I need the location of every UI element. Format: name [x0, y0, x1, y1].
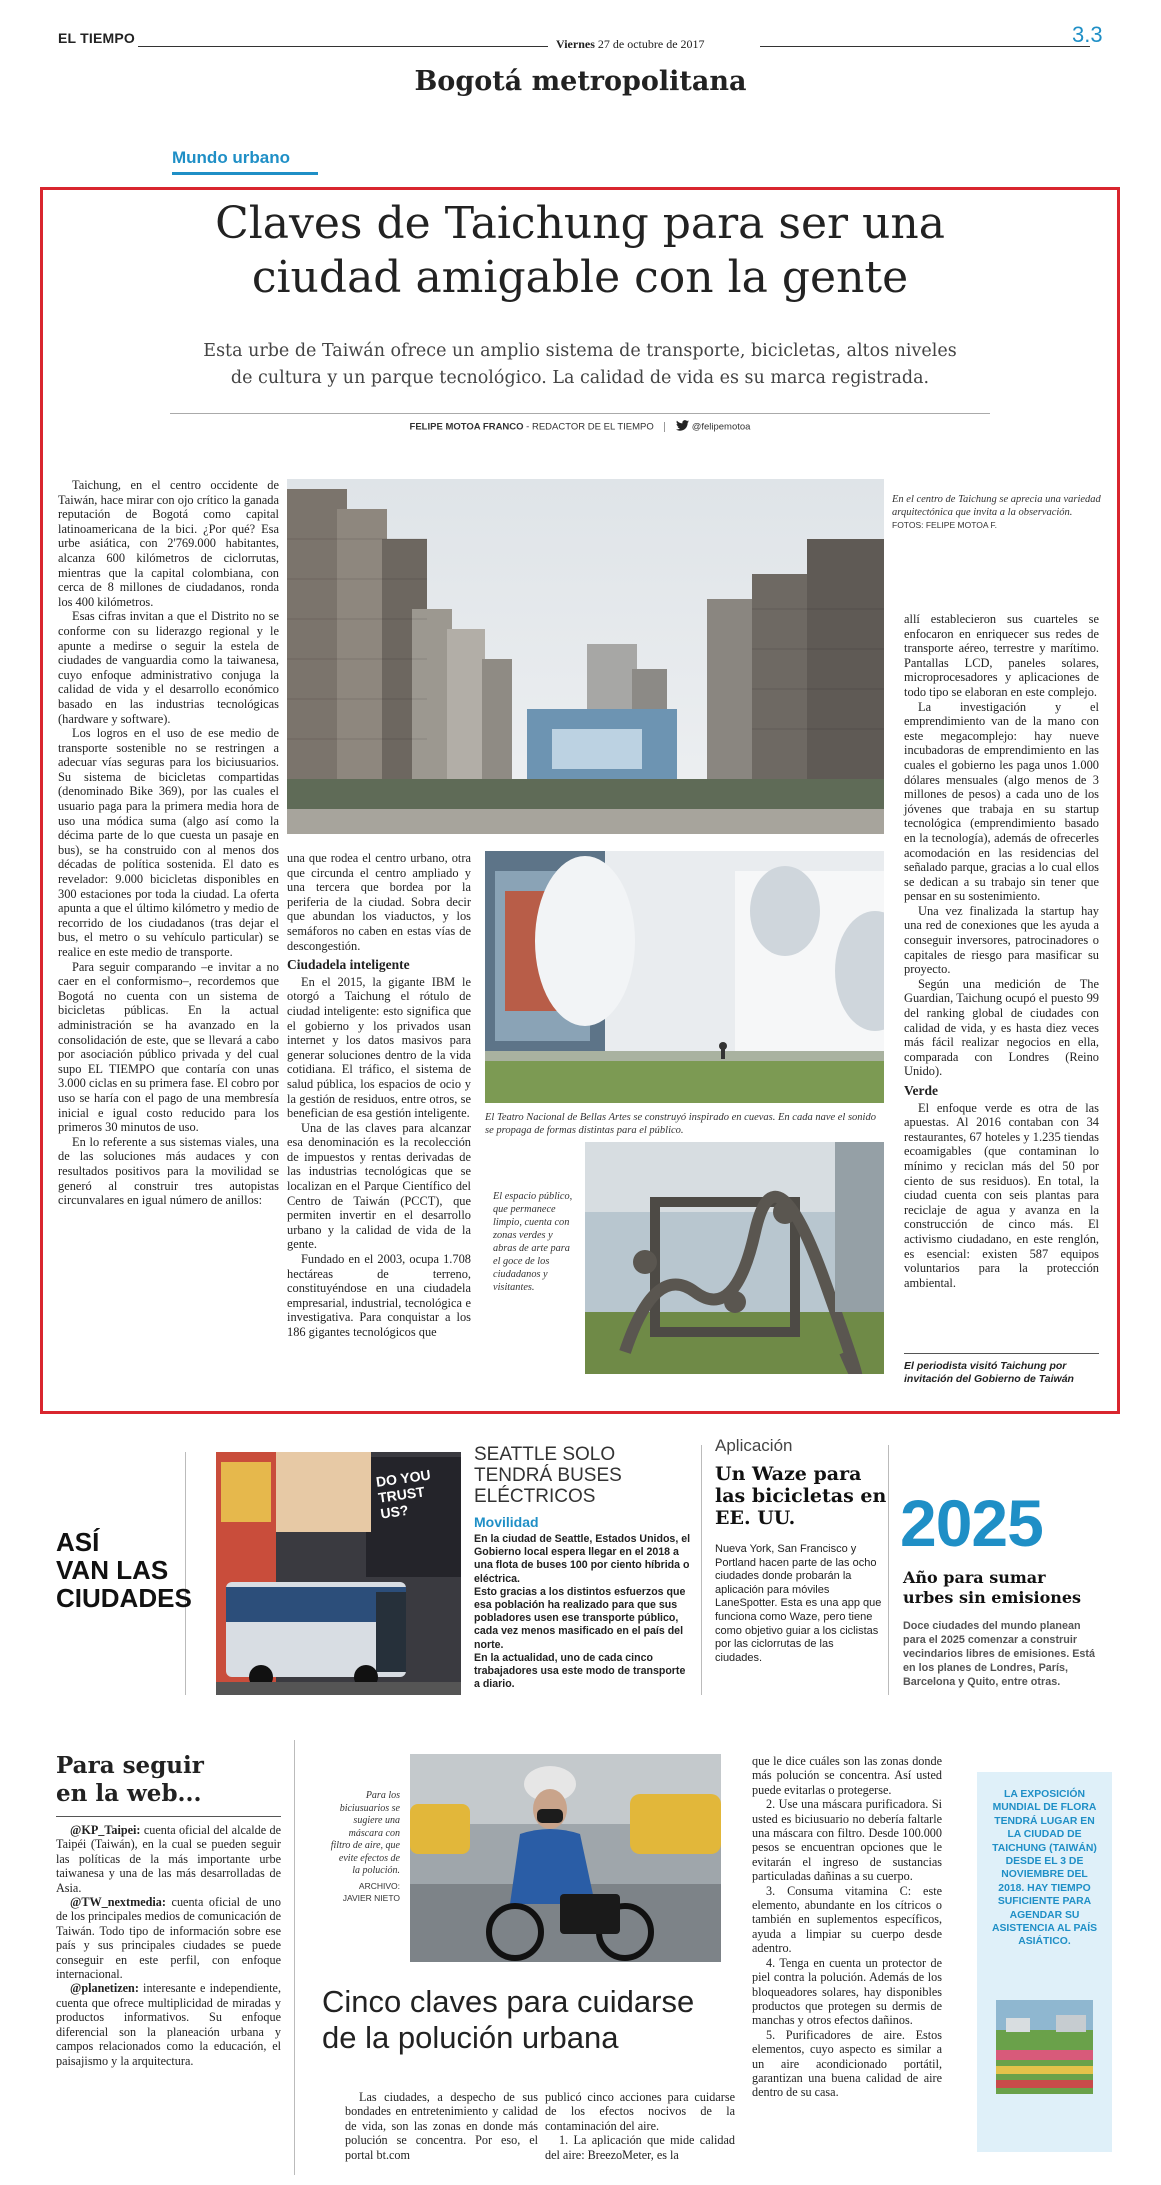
- taichung-skyline-photo: [287, 479, 884, 834]
- col3-p3: Una vez finalizada la startup hay una red de conexiones que les ayuda a conseguir inversores, patrocinadores o capitales de riesgo para masificar su proyecto.: [904, 903, 1099, 977]
- web-title-rule: [56, 1816, 281, 1817]
- bus-ad-line1: DO YOU: [374, 1466, 432, 1490]
- seattle-kicker: Movilidad: [474, 1514, 539, 1530]
- pollution-title: [322, 1984, 742, 2056]
- bus-ad-text: [375, 1466, 436, 1521]
- pollution-col-c-p1: que le dice cuáles son las zonas donde más polución se concentra. Así usted puede evitarlas o protegerse.: [752, 1754, 942, 1797]
- col3-p4: Según una medición de The Guardian, Taichung ocupó el puesto 99 del ranking global de ciudades con calidad de vida, y es hasta diez veces más fácil realizar negocios en ella, comparada con Londres (Reino Unido).: [904, 976, 1099, 1079]
- lead-line1: Esta urbe de Taiwán ofrece un amplio sistema de transporte, bicicletas, altos niveles: [203, 341, 957, 361]
- cyclist-caption-text: Para los biciusuarios se sugiere una máscara con filtro de aire, que evite efectos de la polución.: [330, 1790, 400, 1876]
- article-title-line1: Claves de Taichung para ser una: [215, 198, 945, 249]
- year-2025: 2025: [900, 1486, 1043, 1560]
- web-title-line2: en la web...: [56, 1780, 202, 1807]
- col1-p2: Esas cifras invitan a que el Distrito no se conforme con su liderazgo regional y le apunte a medirse o seguir la estela de ciudades de vanguardia como la taiwanesa, cuyo enfoque administrativo conjuga la calidad de vida y el desarrollo económico basado en las industrias tecnológicas (hardware y software).: [58, 609, 279, 726]
- public-art-sculpture-photo: [585, 1142, 884, 1374]
- brand-logo: EL TIEMPO: [58, 30, 135, 46]
- waze-title: Un Waze para las bicicletas en EE. UU.: [715, 1463, 887, 1529]
- web-title-line1: Para seguir: [56, 1752, 204, 1779]
- seattle-title: SEATTLE SOLO TENDRÁ BUSES ELÉCTRICOS: [474, 1444, 622, 1507]
- photo2-caption: El Teatro Nacional de Bellas Artes se construyó inspirado en cuevas. En cada nave el sonido se propaga de formas distintas para el público.: [485, 1112, 876, 1136]
- web-item-2-text: cuenta oficial de uno de los principales medios de comunicación de Taiwán. Todo tipo de información sobre ese país y sus principales ciudades se puede conseguir en este perfil, con enfoque internacional.: [56, 1895, 281, 1982]
- article-column-3: [904, 612, 1099, 1290]
- col1-p5: En lo referente a sus sistemas viales, una de las soluciones más audaces y con resultados positivos para la movilidad se generó al construir tres autopistas circunvalares en igual número de anillos:: [58, 1134, 279, 1208]
- article-title-line2: ciudad amigable con la gente: [251, 252, 909, 303]
- web-list: [56, 1823, 281, 2068]
- header-rule-right: [760, 46, 1090, 47]
- seattle-body: [474, 1533, 692, 1691]
- col2-p4: Fundado en el 2003, ocupa 1.708 hectáreas de terreno, constituyéndose en una ciudadela empresarial, industrial, tecnológica e investigativa. Para conquistar a los 186 gigantes tecnológicos que: [287, 1252, 471, 1339]
- pollution-tip-2: 2. Use una máscara purificadora. Si usted es biciusuario no debería faltarle una máscara con filtro. Desde 100.000 pesos se encuentran opciones que le evitarán el ingreso de sustancias particuladas dañinas a su cuerpo.: [752, 1797, 942, 1884]
- pollution-tip-4: 4. Tenga en cuenta un protector de piel contra la polución. Además de los bloqueadores solares, hay disponibles productos que protegen su dermis de manchas y otros efectos dañinos.: [752, 1955, 942, 2028]
- seattle-bus-photo: [216, 1452, 461, 1695]
- header-date: [556, 37, 705, 52]
- col2-p1: una que rodea el centro urbano, otra que circunda el centro ampliado y una tercera que bordea por la periferia de la ciudad. Sobra decir que abundan los viaductos, y los semáforos no caben en estas vías de descongestión.: [287, 851, 471, 953]
- expo-flora-photo: [996, 2000, 1093, 2094]
- cyclist-photo-caption: [330, 1790, 400, 1905]
- cities-label-line3: CIUDADES: [56, 1583, 192, 1613]
- web-title: [56, 1752, 204, 1808]
- col2-p3: Una de las claves para alcanzar esa denominación es la recolección de impuestos y rentas derivadas de las industrias tecnológicas que se localizan en el Parque Científico del Centro de Taiwán (PCCT), que permiten invertir en el desarrollo urbano y la calidad de vida de la gente.: [287, 1120, 471, 1252]
- cyclist-mask-photo: [410, 1754, 721, 1962]
- expo-box: [977, 1772, 1112, 2152]
- pollution-col-b-item1: 1. La aplicación que mide calidad del aire: BreezoMeter, es la: [545, 2133, 735, 2162]
- col3-subhead-verde: Verde: [904, 1083, 938, 1098]
- section-title: Bogotá metropolitana: [414, 66, 747, 97]
- waze-body: Nueva York, San Francisco y Portland hacen parte de las ocho ciudades donde probarán la aplicación para móviles LaneSpotter. Esta es una app que funciona como Waze, pero tiene como objetivo guiar a los ciclistas por las ciclorrutas de las ciudades.: [715, 1543, 882, 1664]
- cities-label-line2: VAN LAS: [56, 1555, 169, 1585]
- photo3-caption: El espacio público, que permanece limpio, cuenta con zonas verdes y abras de arte para el goce de los ciudadanos y visitantes.: [493, 1191, 573, 1293]
- byline-name: FELIPE MOTOA FRANCO: [409, 421, 524, 433]
- article-kicker: Mundo urbano: [172, 148, 291, 167]
- pollution-divider-left: [294, 1740, 295, 2175]
- cyclist-photo-credit: ARCHIVO: JAVIER NIETO: [342, 1880, 400, 1903]
- web-item-2: [56, 1895, 281, 1981]
- pollution-col-b-p1: publicó cinco acciones para cuidarse de los efectos nocivos de la contaminación del aire.: [545, 2090, 735, 2133]
- bus-ad-line2: TRUST: [377, 1483, 426, 1506]
- photo1-caption: [892, 493, 1102, 532]
- page-number: 3.3: [1072, 22, 1103, 47]
- byline: [170, 420, 990, 434]
- col3-p2: La investigación y el emprendimiento van de la mano con este megacomplejo: hay nueve incubadoras de emprendimiento en las cuales el gobierno les paga unos 1.000 dólares mensuales (algo menos de 3 millones de pesos) a cada uno de los jóvenes que trabaja en su startup tecnológica (emprendimiento basado en la tecnología), además de ofrecerles acomodación en las residencias del señalado parque, gracias a lo cual ellos se dedican a su trabajo sin tener que pensar en su sostenimiento.: [904, 699, 1099, 904]
- byline-twitter[interactable]: @felipemotoa: [691, 421, 751, 433]
- national-theatre-photo: [485, 851, 884, 1103]
- col1-p3: Los logros en el uso de ese medio de transporte sostenible no se restringen a adecuar vías seguras para los biciusuarios. Su sistema de bicicletas compartidas (denominado Bike 369), por las cuales el usuario paga para la primera media hora de uso una módica suma (algo así como la décima parte de lo que cuesta un pasaje en bus), se ha construido con al menos dos décadas de política sostenida. El dato es revelador: 9.000 bicicletas disponibles en 300 estaciones por toda la ciudad. La oferta apunta a que el último kilómetro y medio de recorrido de los ciudadanos (tras dejar el bus, el metro o su vehículo particular) se realice en este medio de transporte.: [58, 726, 279, 959]
- twitter-icon: [676, 420, 689, 434]
- col2-subhead-ciudadela: Ciudadela inteligente: [287, 957, 410, 973]
- year-body: Doce ciudades del mundo planean para el 2025 comenzar a construir vecindarios libres de emisiones. Está en los planes de Londres, París, Barcelona y Quito, entre otras.: [903, 1620, 1096, 1688]
- col3-p5: El enfoque verde es otra de las apuestas. Al 2016 contaban con 34 restaurantes, 67 hoteles y 1.235 tiendas ecoamigables (que contaminan lo mínimo y reciclan más del 50 por ciento de sus residuos). En total, la ciudad cuenta con seis plantas para reciclaje de agua y avanza en la construcción de cinco más. El activismo ciudadano, en este renglón, es esencial: existen 587 equipos voluntarios para la protección ambiental.: [904, 1100, 1099, 1290]
- pollution-title-line1: Cinco claves para cuidarse: [322, 1984, 695, 2019]
- seattle-p1: En la ciudad de Seattle, Estados Unidos, el Gobierno local espera llegar en el 2018 a una flota de buses 100 por ciento híbrida o eléctrica.: [474, 1533, 691, 1585]
- article-column-2: [287, 851, 471, 1340]
- web-item-1-text: cuenta oficial del alcalde de Taipéi (Taiwán), en la cual se pueden seguir las políticas de la más importante urbe taiwanesa y una de las más desarrolladas de Asia.: [56, 1823, 281, 1895]
- pollution-col-b: [545, 2090, 735, 2162]
- article-title: [60, 197, 1100, 305]
- web-item-2-handle[interactable]: @TW_nextmedia:: [70, 1895, 166, 1910]
- lead-line2: de cultura y un parque tecnológico. La calidad de vida es su marca registrada.: [230, 368, 930, 388]
- pollution-col-c: [752, 1754, 942, 2100]
- header-rule-left: [138, 46, 548, 47]
- col1-p1: Taichung, en el centro occidente de Taiwán, hace mirar con ojo crítico la ganada reputación de Bogotá como capital latinoamericana de la bici. ¿Por qué? Esa urbe asiática, con 2'769.000 habitantes, alcanza 600 kilómetros de ciclorrutas, mientras que la capital colombiana, con cerca de 8 millones de ciudadanos, ronda los 400 kilómetros.: [58, 478, 279, 609]
- note-rule: [904, 1353, 1099, 1354]
- pollution-col-a-p1: Las ciudades, a despecho de sus bondades en entretenimiento y calidad de vida, son las zonas en donde más polución se concentra. Por eso, el portal bt.com: [345, 2090, 538, 2162]
- cities-section-label: [56, 1528, 192, 1612]
- seattle-p2: Esto gracias a los distintos esfuerzos que esa población ha realizado para que sus pobladores usen ese transporte público, cada vez menos masificado en el país del norte.: [474, 1585, 686, 1651]
- kicker-underline: [172, 172, 318, 175]
- pollution-tip-3: 3. Consuma vitamina C: este elemento, abundante en los cítricos o también en suplementos específicos, ayuda a limpiar su cuerpo desde adentro.: [752, 1883, 942, 1956]
- date-day: Viernes: [556, 37, 595, 51]
- seattle-p3: En la actualidad, uno de cada cinco trabajadores usa este modo de transporte a diario.: [474, 1651, 686, 1691]
- bus-ad-line3: US?: [379, 1501, 410, 1522]
- col2-p2: En el 2015, la gigante IBM le otorgó a Taichung el rótulo de ciudad inteligente: esto significa que el gobierno y los privados usan internet y los datos masivos para generar soluciones dentro de la vida cotidiana. El tráfico, el sistema de salud pública, los espacios de ocio y la gestión de residuos, entre otros, se benefician de esa gestión inteligente.: [287, 974, 471, 1121]
- year-title: Año para sumar urbes sin emisiones: [903, 1568, 1082, 1607]
- waze-kicker: Aplicación: [715, 1436, 793, 1455]
- pollution-title-line2: de la polución urbana: [322, 2020, 619, 2055]
- byline-role: - REDACTOR DE EL TIEMPO: [523, 421, 654, 433]
- photo1-caption-text: En el centro de Taichung se aprecia una variedad arquitectónica que invita a la observación.: [892, 494, 1101, 518]
- web-item-1: [56, 1823, 281, 1895]
- expo-text: LA EXPOSICIÓN MUNDIAL DE FLORA TENDRÁ LUGAR EN LA CIUDAD DE TAICHUNG (TAIWÁN) DESDE EL 3 DE NOVIEMBRE DEL 2018. HAY TIEMPO SUFICIENTE PARA AGENDAR SU ASISTENCIA AL PAÍS ASIÁTICO.: [991, 1789, 1098, 1948]
- article-column-1: [58, 478, 279, 1208]
- col3-p1: allí establecieron sus cuarteles se enfocaron en enriquecer sus redes de transporte aéreo, terrestre y marítimo. Pantallas LCD, paneles solares, microprocesadores y aplicaciones de todo tipo se elaboran en este complejo.: [904, 612, 1099, 699]
- web-item-3-text: interesante e independiente, cuenta que ofrece multiplicidad de miradas y productos informativos. Su enfoque diferencial son la planeación urbana y campos relacionados como la educación, el paisajismo y la arquitectura.: [56, 1981, 281, 2068]
- pollution-col-a: [345, 2090, 538, 2162]
- photo1-credit: FOTOS: FELIPE MOTOA F.: [892, 520, 998, 530]
- date-rest: 27 de octubre de 2017: [597, 37, 705, 51]
- web-item-1-handle[interactable]: @KP_Taipei:: [70, 1823, 141, 1837]
- web-item-3: [56, 1981, 281, 2067]
- web-item-3-handle[interactable]: @planetizen:: [70, 1981, 139, 1996]
- cities-label-line1: ASÍ: [56, 1527, 100, 1557]
- pollution-tip-5: 5. Purificadores de aire. Estos elementos, cuyo aspecto es similar a un aire acondicionado portátil, garantizan una buena calidad de aire dentro de su casa.: [752, 2027, 942, 2100]
- cities-divider-right: [888, 1445, 889, 1695]
- article-lead: [60, 338, 1100, 392]
- byline-rule: [170, 413, 990, 414]
- cities-divider-mid: [701, 1445, 702, 1695]
- col1-p4: Para seguir comparando –e invitar a no caer en el conformismo–, recordemos que Bogotá no cuenta con un sistema de bicicletas públicas. En la actual administración se ha avanzado en la consolidación de este, que se llevará a cabo por asociación público privada y del cual supo EL TIEMPO que contaría con unas 3.000 ciclas en su primera fase. El cobro por uso se haría con el pago de una membresía inicial e igual costo reducido para los primeros 30 minutos de uso.: [58, 959, 279, 1135]
- travel-note: El periodista visitó Taichung por invitación del Gobierno de Taiwán: [904, 1360, 1074, 1385]
